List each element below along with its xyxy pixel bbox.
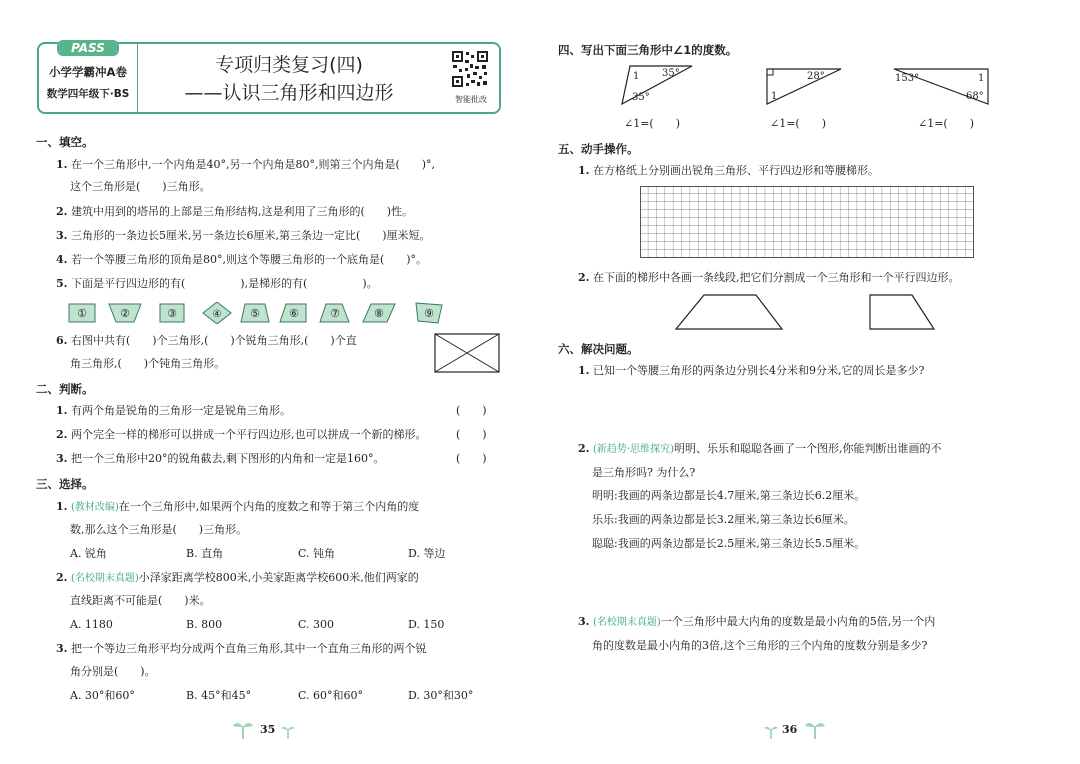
q3-1-option-a[interactable]: A. 锐角: [70, 547, 107, 560]
q-number: 6.: [56, 334, 68, 347]
q6-2-tag: (新趋势·思维探究): [592, 444, 674, 455]
shape-9: [412, 302, 446, 324]
q1-3-text: 三角形的一条边长5厘米,另一条边长6厘米,第三条边一定比( )厘米短。: [70, 229, 431, 242]
tri2-angle-b: 1: [771, 91, 778, 102]
qr-label: 智能批改: [455, 95, 487, 104]
q1-4-text: 若一个等腰三角形的顶角是80°,则这个等腰三角形的一个底角是( )°。: [70, 253, 428, 266]
tri3-angle-a: 153°: [895, 73, 920, 84]
q5-2: [578, 271, 959, 285]
rectangle-diagonals-figure: [434, 333, 500, 373]
shape-6: [278, 302, 312, 324]
q6-2-text-a: 明明、乐乐和聪聪各画了一个图形,你能判断出谁画的不: [673, 442, 942, 455]
q2-3-text: 把一个三角形中20°的锐角截去,剩下图形的内角和一定是160°。: [70, 452, 385, 465]
shape-7: [318, 302, 352, 324]
q6-3-text-b: 角的度数是最小内角的3倍,这个三角形的三个内角的度数分别是多少?: [592, 639, 928, 652]
q3-2-option-b[interactable]: B. 800: [186, 618, 223, 631]
q1-6-text-b: 角三角形,( )个钝角三角形。: [70, 357, 226, 370]
shape-4: [200, 302, 234, 324]
tri2-answer-blank[interactable]: ∠1=( ): [770, 117, 827, 130]
q2-1: [56, 404, 291, 418]
q3-2-option-d[interactable]: D. 150: [408, 618, 445, 631]
q6-3-text-a: 一个三角形中最大内角的度数是最小内角的5倍,另一个内: [660, 615, 936, 628]
q3-1-option-b[interactable]: B. 直角: [186, 547, 224, 560]
triangle-figure-2: [765, 66, 843, 106]
section-2-title: 二、判断。: [36, 382, 94, 396]
grid-paper[interactable]: [640, 186, 974, 258]
shape-2-label: ②: [120, 307, 130, 320]
tri1-angle-c: 35°: [632, 92, 650, 103]
shape-1: [66, 302, 100, 324]
shape-8-label: ⑧: [374, 307, 384, 320]
q5-1: [578, 164, 879, 178]
q1-6: [56, 334, 357, 348]
tri3-angle-c: 68°: [966, 91, 984, 102]
shape-5-label: ⑤: [250, 307, 260, 320]
q3-3-text-b: 角分别是( )。: [70, 665, 156, 678]
shape-9-label: ⑨: [424, 307, 434, 320]
q1-1-text-b: 这个三角形是( )三角形。: [70, 180, 211, 193]
q3-1-option-d[interactable]: D. 等边: [408, 547, 446, 560]
q6-2-text-b: 是三角形吗? 为什么?: [592, 466, 696, 479]
q1-1: [56, 158, 435, 172]
sprout-icon: [232, 718, 254, 740]
q3-3-option-b[interactable]: B. 45°和45°: [186, 689, 252, 702]
shape-3: [155, 302, 189, 324]
q2-3: [56, 452, 384, 466]
shape-5: [239, 302, 273, 324]
q-number: 2.: [56, 428, 68, 441]
page-subtitle: ——认识三角形和四边形: [184, 82, 394, 104]
q1-2: [56, 205, 413, 219]
right-page: [540, 0, 1080, 764]
q6-2-congcong: 聪聪:我画的两条边都是长2.5厘米,第三条边长5.5厘米。: [592, 537, 866, 550]
page-number-left: 35: [260, 723, 276, 736]
q3-2: [56, 571, 419, 586]
series-name: 小学学霸冲A卷: [49, 65, 127, 79]
q6-1: [578, 364, 924, 378]
tri2-angle-a: 28°: [807, 71, 825, 82]
q-number: 4.: [56, 253, 68, 266]
q-number: 2.: [56, 205, 68, 218]
q-number: 1.: [56, 500, 68, 513]
trapezoid-figure-1[interactable]: [674, 293, 784, 331]
q3-2-option-c[interactable]: C. 300: [298, 618, 335, 631]
q6-1-text: 已知一个等腰三角形的两条边分别长4分米和9分米,它的周长是多少?: [592, 364, 925, 377]
tri3-answer-blank[interactable]: ∠1=( ): [918, 117, 975, 130]
q2-1-answer-blank[interactable]: ( ): [456, 404, 487, 417]
worksheet-header: [37, 42, 501, 114]
q1-5-text: 下面是平行四边形的有( ),是梯形的有( )。: [70, 277, 378, 290]
q6-2-lele: 乐乐:我画的两条边都是长3.2厘米,第三条边长6厘米。: [592, 513, 855, 526]
page-title: 专项归类复习(四): [215, 54, 363, 76]
q6-3: [578, 615, 935, 630]
q1-4: [56, 253, 427, 267]
q-number: 2.: [578, 442, 590, 455]
q-number: 5.: [56, 277, 68, 290]
q6-2-mingming: 明明:我画的两条边都是长4.7厘米,第三条边长6.2厘米。: [592, 489, 866, 502]
tri1-angle-b: 35°: [662, 68, 680, 79]
trapezoid-figure-2[interactable]: [868, 293, 936, 331]
q5-2-text: 在下面的梯形中各画一条线段,把它们分割成一个三角形和一个平行四边形。: [592, 271, 960, 284]
triangle-figure-1: [620, 64, 700, 106]
q1-1-text-a: 在一个三角形中,一个内角是40°,另一个内角是80°,则第三个内角是( )°,: [70, 158, 436, 171]
pass-logo: PASS: [57, 40, 119, 56]
section-6-title: 六、解决问题。: [558, 342, 639, 356]
q-number: 3.: [56, 642, 68, 655]
q3-3-text-a: 把一个等边三角形平均分成两个直角三角形,其中一个直角三角形的两个锐: [70, 642, 427, 655]
q3-1-tag: (教材改编): [70, 502, 119, 513]
q3-1-text-a: 在一个三角形中,如果两个内角的度数之和等于第三个内角的度: [118, 500, 420, 513]
tri1-answer-blank[interactable]: ∠1=( ): [624, 117, 681, 130]
q1-6-text-a: 右图中共有( )个三角形,( )个锐角三角形,( )个直: [70, 334, 357, 347]
q-number: 1.: [578, 364, 590, 377]
shape-7-label: ⑦: [330, 307, 340, 320]
q3-1: [56, 500, 419, 515]
q2-3-answer-blank[interactable]: ( ): [456, 452, 487, 465]
shape-8: [362, 302, 396, 324]
q6-2: [578, 442, 941, 457]
q2-1-text: 有两个角是锐角的三角形一定是锐角三角形。: [70, 404, 291, 417]
sprout-small-icon: [764, 722, 778, 740]
triangle-figure-3: [892, 66, 992, 106]
q3-2-option-a[interactable]: A. 1180: [70, 618, 113, 631]
q2-2-text: 两个完全一样的梯形可以拼成一个平行四边形,也可以拼成一个新的梯形。: [70, 428, 427, 441]
q3-1-text-b: 数,那么这个三角形是( )三角形。: [70, 523, 248, 536]
page-number-right: 36: [782, 723, 798, 736]
qr-code-icon[interactable]: [451, 50, 489, 88]
shape-2: [108, 302, 142, 324]
section-4-title: 四、写出下面三角形中∠1的度数。: [558, 43, 738, 57]
q-number: 3.: [56, 229, 68, 242]
q1-2-text: 建筑中用到的塔吊的上部是三角形结构,这是利用了三角形的( )性。: [70, 205, 414, 218]
section-3-title: 三、选择。: [36, 477, 94, 491]
q-number: 2.: [56, 571, 68, 584]
section-5-title: 五、动手操作。: [558, 142, 639, 156]
q-number: 1.: [578, 164, 590, 177]
q-number: 3.: [56, 452, 68, 465]
q-number: 1.: [56, 404, 68, 417]
shape-6-label: ⑥: [289, 307, 299, 320]
section-1-title: 一、填空。: [36, 135, 94, 149]
q3-3-option-a[interactable]: A. 30°和60°: [70, 689, 135, 702]
q6-3-tag: (名校期末真题): [592, 617, 661, 628]
tri1-angle-a: 1: [633, 71, 640, 82]
sprout-icon: [804, 718, 826, 740]
shape-1-label: ①: [77, 307, 87, 320]
q-number: 2.: [578, 271, 590, 284]
q2-2: [56, 428, 426, 442]
q-number: 3.: [578, 615, 590, 628]
q1-3: [56, 229, 431, 243]
shape-3-label: ③: [167, 307, 177, 320]
q3-3-option-d[interactable]: D. 30°和30°: [408, 689, 474, 702]
q3-3: [56, 642, 426, 656]
q3-3-option-c[interactable]: C. 60°和60°: [298, 689, 364, 702]
q1-5: [56, 277, 378, 291]
shape-4-label: ④: [212, 309, 222, 320]
q5-1-text: 在方格纸上分别画出锐角三角形、平行四边形和等腰梯形。: [592, 164, 879, 177]
header-brand: [39, 41, 138, 112]
grade-label: 数学四年级下·BS: [46, 88, 130, 100]
q3-2-tag: (名校期末真题): [70, 573, 139, 584]
q3-2-text-b: 直线距离不可能是( )米。: [70, 594, 211, 607]
q3-1-option-c[interactable]: C. 钝角: [298, 547, 336, 560]
sprout-small-icon: [281, 722, 295, 740]
q-number: 1.: [56, 158, 68, 171]
tri3-angle-b: 1: [978, 73, 985, 84]
q2-2-answer-blank[interactable]: ( ): [456, 428, 487, 441]
q3-2-text-a: 小泽家距离学校800米,小美家距离学校600米,他们两家的: [138, 571, 419, 584]
